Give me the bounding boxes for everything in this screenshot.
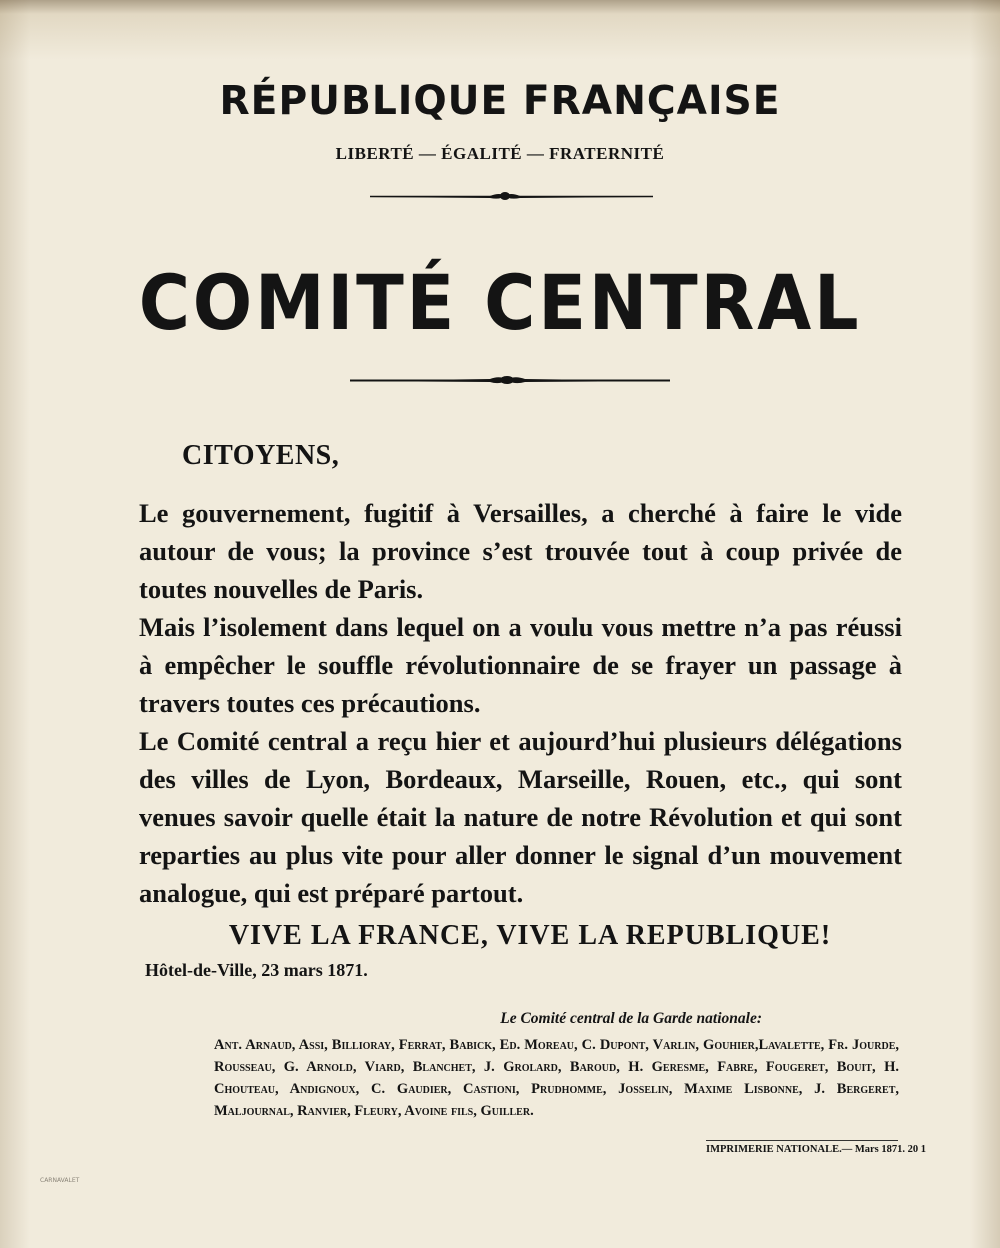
paragraph-1: Le gouvernement, fugitif à Versailles, a cherché à faire le vide autour de vous; la province s’est trouvée tout à coup privée de toutes nouvelles de Paris. (139, 498, 902, 604)
closing-slogan: VIVE LA FRANCE, VIVE LA REPUBLIQUE! (228, 920, 832, 951)
printer-imprint: IMPRIMERIE NATIONALE.— Mars 1871. 20 1 (706, 1140, 898, 1155)
signatories-list: Ant. Arnaud, Assi, Billioray, Ferrat, Babick, Ed. Moreau, C. Dupont, Varlin, Gouhier,Lavalette, Fr. Jourde, Rousseau, G. Arnold, Viard, Blanchet, J. Grolard, Baroud, H. Geresme, Fabre, Fougeret, Bouit, H. Chouteau, Andignoux, C. Gaudier, Castioni, Prudhomme, Josselin, Maxime Lisbonne, J. Bergeret, Maljournal, Ranvier, Fleury, Avoine fils, Guiller. (214, 1037, 899, 1119)
ornament-rule-bottom (0, 370, 1000, 390)
archive-stamp: CARNAVALET (40, 1177, 80, 1184)
motto: LIBERTÉ — ÉGALITÉ — FRATERNITÉ (335, 144, 665, 163)
place-date: Hôtel-de-Ville, 23 mars 1871. (145, 960, 368, 980)
paragraph-2: Mais l’isolement dans lequel on a voulu vous mettre n’a pas réussi à empêcher le souffle révolutionnaire de se frayer un passage à travers toutes ces précautions. (139, 612, 902, 718)
salutation: CITOYENS, (182, 440, 340, 471)
ornament-rule-top (0, 186, 1000, 206)
signatory-title: Le Comité central de la Garde nationale: (500, 1010, 762, 1027)
proclamation-body (139, 494, 902, 912)
title-comite-central: COMITÉ CENTRAL (138, 258, 862, 347)
header-republique: RÉPUBLIQUE FRANÇAISE (219, 78, 781, 124)
paragraph-3: Le Comité central a reçu hier et aujourd’hui plusieurs délégations des villes de Lyon, Bordeaux, Marseille, Rouen, etc., qui sont venues savoir quelle était la nature de notre Révolution et qui sont reparties au plus vite pour aller donner le signal d’un mouvement analogue, qui est préparé partout. (139, 726, 902, 908)
